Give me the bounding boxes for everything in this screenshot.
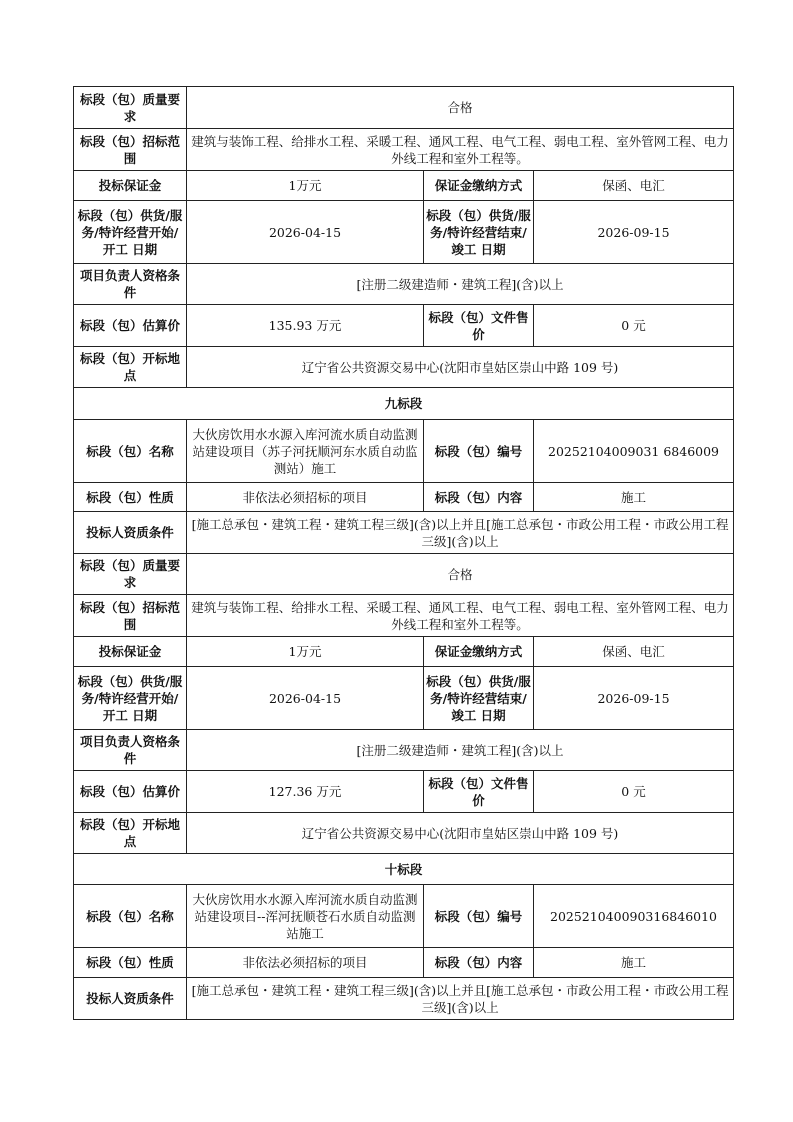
scope-value: 建筑与装饰工程、给排水工程、采暖工程、通风工程、电气工程、弱电工程、室外管网工程、电力外线工程和室外工程等。: [187, 129, 734, 171]
table-row: [74, 305, 734, 347]
table-row: [74, 87, 734, 129]
scope-label: 标段（包）招标范围: [74, 595, 187, 637]
end-date-label: 标段（包）供货/服务/特许经营结束/竣工 日期: [424, 201, 534, 264]
end-date-label: 标段（包）供货/服务/特许经营结束/竣工 日期: [424, 667, 534, 730]
nature-label: 标段（包）性质: [74, 483, 187, 512]
start-date-value: 2026-04-15: [187, 201, 424, 264]
content-value: 施工: [534, 948, 734, 978]
location-value: 辽宁省公共资源交易中心(沈阳市皇姑区崇山中路 109 号): [187, 347, 734, 388]
quality-label: 标段（包）质量要求: [74, 554, 187, 595]
quality-label: 标段（包）质量要求: [74, 87, 187, 129]
content-label: 标段（包）内容: [424, 483, 534, 512]
manager-qual-label: 项目负责人资格条件: [74, 730, 187, 771]
location-label: 标段（包）开标地点: [74, 813, 187, 854]
doc-price-value: 0 元: [534, 305, 734, 347]
deposit-label: 投标保证金: [74, 637, 187, 667]
table-row: [74, 637, 734, 667]
deposit-value: 1万元: [187, 171, 424, 201]
bidder-qual-value: [施工总承包・建筑工程・建筑工程三级](含)以上并且[施工总承包・市政公用工程・市政公用工程三级](含)以上: [187, 512, 734, 554]
table-row: [74, 201, 734, 264]
scope-label: 标段（包）招标范围: [74, 129, 187, 171]
section-heading-10: 十标段: [74, 854, 734, 885]
bidder-qual-value: [施工总承包・建筑工程・建筑工程三级](含)以上并且[施工总承包・市政公用工程・市政公用工程三级](含)以上: [187, 978, 734, 1020]
table-row: [74, 554, 734, 595]
location-value: 辽宁省公共资源交易中心(沈阳市皇姑区崇山中路 109 号): [187, 813, 734, 854]
deposit-method-value: 保函、电汇: [534, 637, 734, 667]
start-date-label: 标段（包）供货/服务/特许经营开始/开工 日期: [74, 667, 187, 730]
name-value: 大伙房饮用水水源入库河流水质自动监测站建设项目--浑河抚顺苍石水质自动监测站施工: [187, 885, 424, 948]
manager-qual-value: [注册二级建造师・建筑工程](含)以上: [187, 264, 734, 305]
code-label: 标段（包）编号: [424, 420, 534, 483]
deposit-method-label: 保证金缴纳方式: [424, 171, 534, 201]
content-label: 标段（包）内容: [424, 948, 534, 978]
code-label: 标段（包）编号: [424, 885, 534, 948]
nature-label: 标段（包）性质: [74, 948, 187, 978]
bidder-qual-label: 投标人资质条件: [74, 512, 187, 554]
tender-table: [73, 86, 734, 1020]
doc-price-label: 标段（包）文件售价: [424, 771, 534, 813]
deposit-value: 1万元: [187, 637, 424, 667]
table-row: [74, 483, 734, 512]
deposit-label: 投标保证金: [74, 171, 187, 201]
table-row: [74, 730, 734, 771]
location-label: 标段（包）开标地点: [74, 347, 187, 388]
table-row: [74, 595, 734, 637]
manager-qual-value: [注册二级建造师・建筑工程](含)以上: [187, 730, 734, 771]
end-date-value: 2026-09-15: [534, 667, 734, 730]
table-row: [74, 667, 734, 730]
quality-value: 合格: [187, 87, 734, 129]
code-value: 20252104009031 6846009: [534, 420, 734, 483]
doc-price-value: 0 元: [534, 771, 734, 813]
quality-value: 合格: [187, 554, 734, 595]
estimate-label: 标段（包）估算价: [74, 305, 187, 347]
nature-value: 非依法必须招标的项目: [187, 483, 424, 512]
deposit-method-value: 保函、电汇: [534, 171, 734, 201]
table-row: [74, 264, 734, 305]
start-date-value: 2026-04-15: [187, 667, 424, 730]
section-heading-row: [74, 388, 734, 420]
estimate-value: 135.93 万元: [187, 305, 424, 347]
start-date-label: 标段（包）供货/服务/特许经营开始/开工 日期: [74, 201, 187, 264]
table-row: [74, 771, 734, 813]
estimate-value: 127.36 万元: [187, 771, 424, 813]
section-heading-row: [74, 854, 734, 885]
table-row: [74, 885, 734, 948]
scope-value: 建筑与装饰工程、给排水工程、采暖工程、通风工程、电气工程、弱电工程、室外管网工程、电力外线工程和室外工程等。: [187, 595, 734, 637]
nature-value: 非依法必须招标的项目: [187, 948, 424, 978]
table-row: [74, 420, 734, 483]
end-date-value: 2026-09-15: [534, 201, 734, 264]
table-row: [74, 512, 734, 554]
name-label: 标段（包）名称: [74, 420, 187, 483]
estimate-label: 标段（包）估算价: [74, 771, 187, 813]
doc-price-label: 标段（包）文件售价: [424, 305, 534, 347]
table-row: [74, 948, 734, 978]
name-value: 大伙房饮用水水源入库河流水质自动监测站建设项目（苏子河抚顺河东水质自动监测站）施工: [187, 420, 424, 483]
table-row: [74, 978, 734, 1020]
bidder-qual-label: 投标人资质条件: [74, 978, 187, 1020]
section-heading-9: 九标段: [74, 388, 734, 420]
table-row: [74, 129, 734, 171]
name-label: 标段（包）名称: [74, 885, 187, 948]
deposit-method-label: 保证金缴纳方式: [424, 637, 534, 667]
table-row: [74, 171, 734, 201]
manager-qual-label: 项目负责人资格条件: [74, 264, 187, 305]
code-value: 202521040090316846010: [534, 885, 734, 948]
table-row: [74, 813, 734, 854]
table-row: [74, 347, 734, 388]
content-value: 施工: [534, 483, 734, 512]
